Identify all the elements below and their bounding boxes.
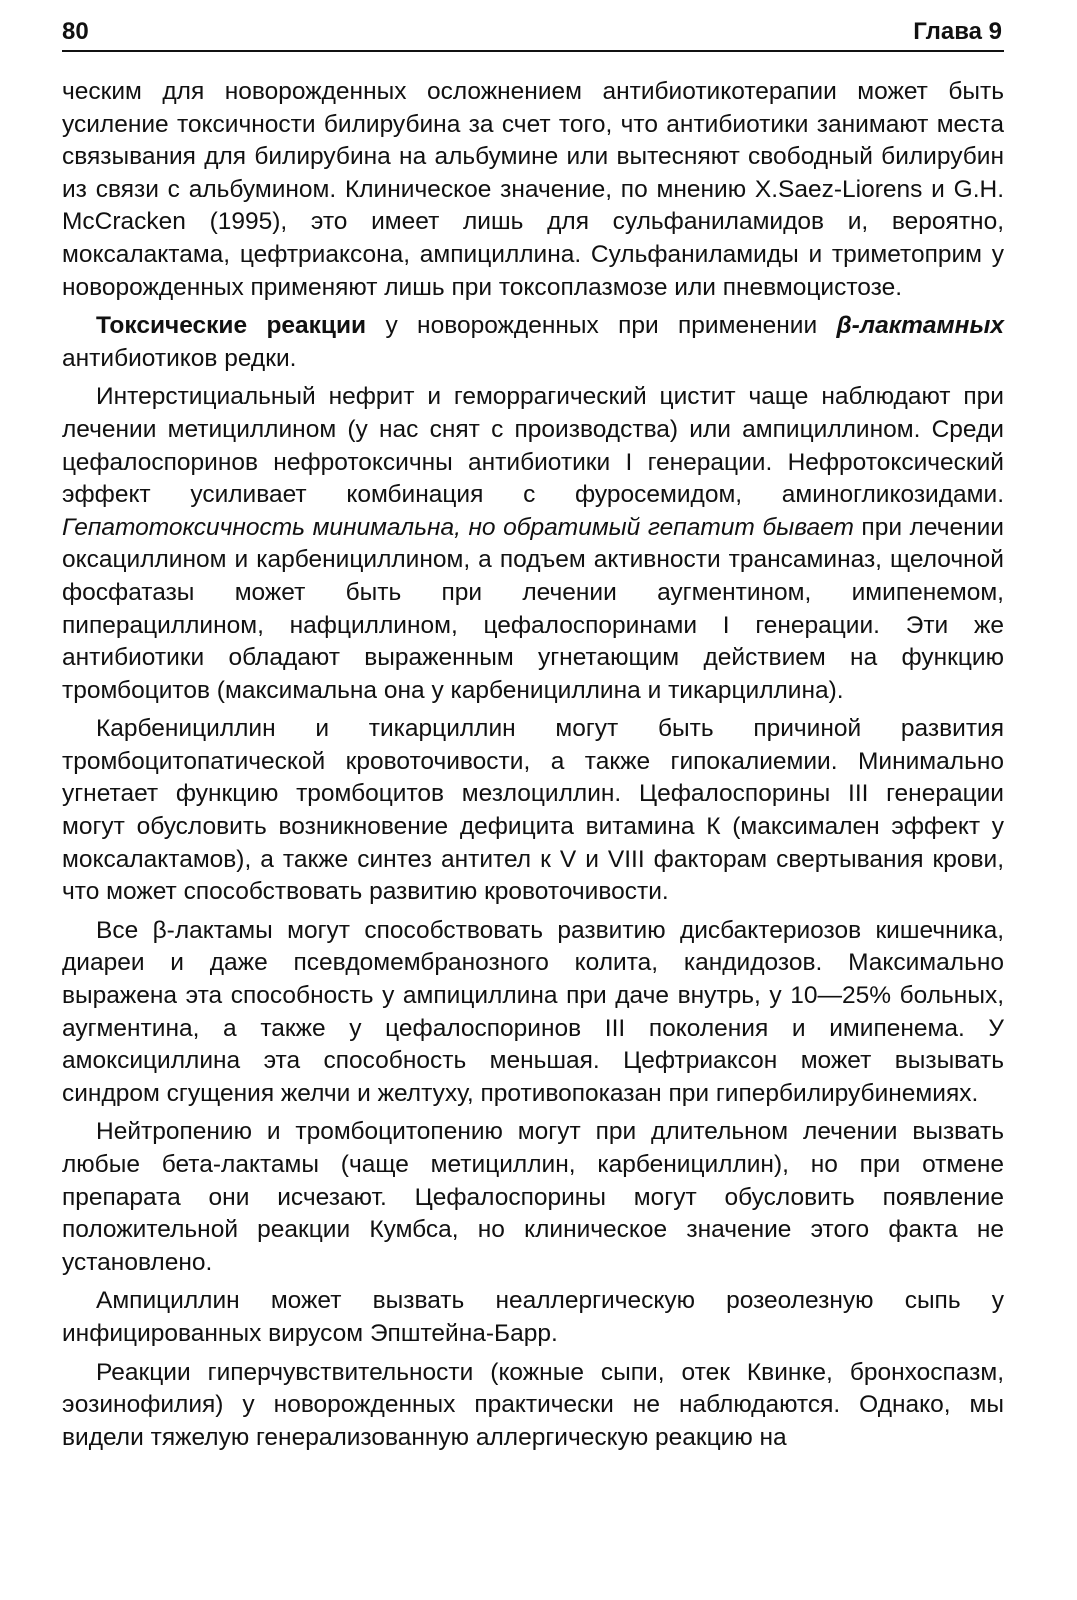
page-header [62, 16, 1004, 52]
paragraph-2-tail: антибиотиков редки. [62, 344, 297, 372]
page-number: 80 [62, 18, 89, 45]
paragraph-3-italic: Гепатотоксичность минимальна, но обратимый гепатит бывает [62, 513, 854, 541]
chapter-title: Глава 9 [913, 18, 1002, 45]
paragraph-4: Карбенициллин и тикарциллин могут быть причиной развития тромбоцитопатической кровоточивости, а также гипокалиемии. Минимально угнетает функцию тромбоцитов мезлоциллин. Цефалоспорины III генерации могут обусловить возникновение дефицита витамина К (максимален эффект у моксалактамов), а также синтез антител к V и VIII факторам свертывания крови, что может способствовать развитию кровоточивости. [62, 715, 1004, 906]
term-toxic-reactions: Токсические реакции [96, 312, 367, 340]
paragraph-3-rest: при лечении оксациллином и карбенициллином, а подъем активности трансаминаз, щелочной фосфатазы может быть при лечении аугментином, имипенемом, пиперациллином, нафциллином, цефалоспоринами I генерации. Эти же антибиотики обладают выраженным угнетающим действием на функцию тромбоцитов (максимальна она у карбенициллина и тикарциллина). [62, 513, 1004, 704]
term-beta-lactam: β-лактамных [836, 312, 1004, 340]
paragraph-3 [62, 381, 1004, 707]
paragraph-2 [62, 310, 1004, 375]
paragraph-5: Все β-лактамы могут способствовать развитию дисбактериозов кишечника, диареи и даже псевдомембранозного колита, кандидозов. Максимально выражена эта способность у ампициллина при даче внутрь, у 10—25% больных, аугментина, а также у цефалоспоринов III поколения и имипенема. У амоксициллина эта способность меньшая. Цефтриаксон может вызывать синдром сгущения желчи и желтуху, противопоказан при гипербилирубинемиях. [62, 916, 1004, 1107]
paragraph-3-main: Интерстициальный нефрит и геморрагический цистит чаще наблюдают при лечении метициллином (у нас снят с производства) или ампициллином. Среди цефалоспоринов нефротоксичны антибиотики I генерации. Нефротоксический эффект усиливает комбинация с фуросемидом, аминогликозидами. [62, 383, 1004, 509]
paragraph-6: Нейтропению и тромбоцитопению могут при длительном лечении вызвать любые бета-лактамы (чаще метициллин, карбенициллин), но при отмене препарата они исчезают. Цефалоспорины могут обусловить появление положительной реакции Кумбса, но клиническое значение этого факта не установлено. [62, 1118, 1004, 1276]
text-body [62, 76, 1004, 1460]
paragraph-1: ческим для новорожденных осложнением антибиотикотерапии может быть усиление токсичности билирубина за счет того, что антибиотики занимают места связывания для билирубина на альбумине или вытесняют свободный билирубин из связи с альбумином. Клиническое значение, по мнению X.Saez-Liorens и G.H. McCracken (1995), это имеет лишь для сульфаниламидов и, вероятно, моксалактама, цефтриаксона, ампициллина. Сульфаниламиды и триметоприм у новорожденных применяют лишь при токсоплазмозе или пневмоцистозе. [62, 78, 1004, 301]
paragraph-2-mid: у новорожденных при применении [366, 312, 837, 340]
paragraph-7: Ампициллин может вызвать неаллергическую розеолезную сыпь у инфицированных вирусом Эпштейна-Барр. [62, 1287, 1004, 1347]
paragraph-8: Реакции гиперчувствительности (кожные сыпи, отек Квинке, бронхоспазм, эозинофилия) у новорожденных практически не наблюдаются. Однако, мы видели тяжелую генерализованную аллергическую реакцию на [62, 1358, 1004, 1451]
